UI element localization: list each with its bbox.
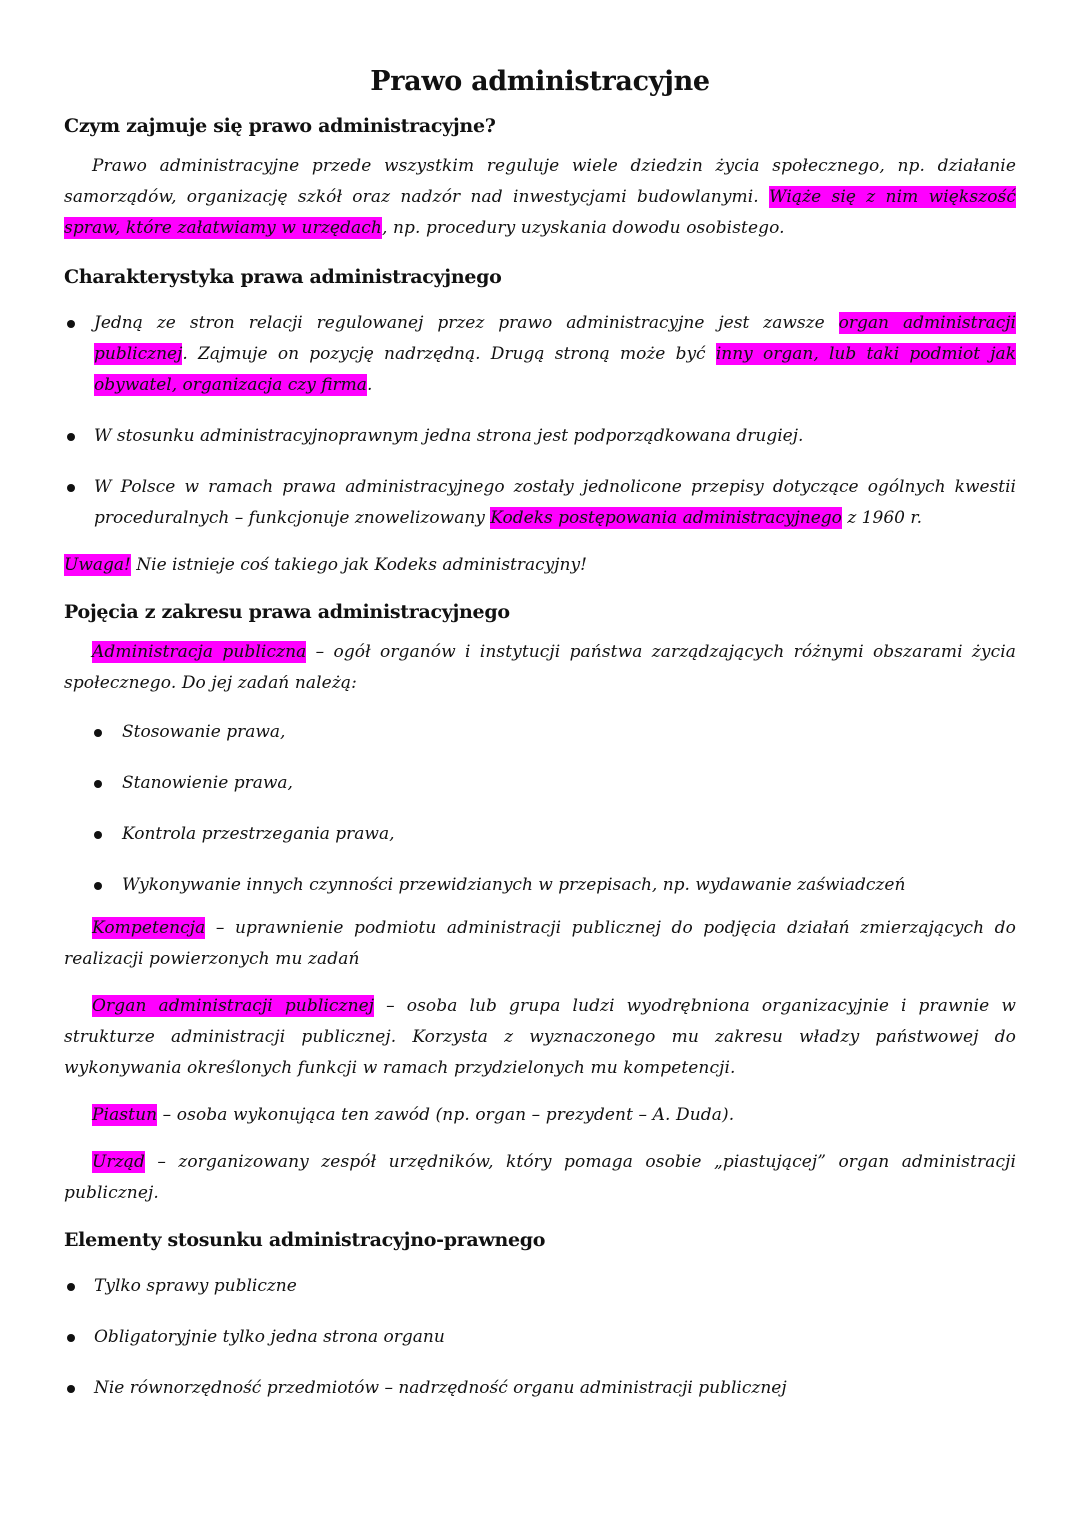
definition-organ: [64, 991, 1016, 1084]
definition-administracja: [64, 637, 1016, 699]
item-text: W Polsce w ramach prawa administracyjnego zostały jednolicone przepisy dotyczące ogólnych kwestii proceduralnych – funkcjonuje znowelizowany: [94, 477, 1016, 528]
definition-text: – zorganizowany zespół urzędników, który pomaga osobie „piastującej” organ administracji publicznej.: [64, 1152, 1016, 1203]
definition-text: – osoba lub grupa ludzi wyodrębniona organizacyjnie i prawnie w strukturze administracji publicznej. Korzysta z wyznaczonego mu zakresu władzy państwowej do wykonywania określonych funkcji w ramach przydzielonych mu kompetencji.: [64, 996, 1016, 1078]
intro-paragraph: [64, 151, 1016, 244]
definition-term: Kompetencja: [92, 918, 206, 938]
definition-text: – ogół organów i instytucji państwa zarządzających różnymi obszarami życia społecznego. Do jej zadań należą:: [64, 642, 1017, 693]
item-text: z 1960 r.: [841, 508, 923, 528]
document-page: [64, 60, 1016, 1424]
highlighted-text: Wiąże się z nim większość spraw, które załatwiamy w urzędach: [64, 187, 1016, 238]
item-text: .: [366, 375, 373, 395]
list-item: [64, 421, 1016, 452]
section-heading: Pojęcia z zakresu prawa administracyjnego: [64, 601, 510, 623]
definition-piastun: [64, 1100, 1016, 1131]
section-intro: [64, 115, 1016, 244]
characteristics-list: [64, 308, 1016, 534]
list-item: [64, 308, 1016, 401]
definition-term: Piastun: [92, 1105, 158, 1125]
highlighted-text: Kodeks postępowania administracyjnego: [490, 508, 842, 528]
list-item: Kontrola przestrzegania prawa,: [64, 819, 1016, 850]
list-item: Obligatoryjnie tylko jedna strona organu: [64, 1322, 1016, 1353]
list-item: Stosowanie prawa,: [64, 717, 1016, 748]
definition-text: – uprawnienie podmiotu administracji publicznej do podjęcia działań zmierzających do realizacji powierzonych mu zadań: [64, 918, 1016, 969]
tasks-list: [64, 717, 1016, 901]
definition-term: Urząd: [92, 1152, 145, 1172]
list-item: Nie równorzędność przedmiotów – nadrzędność organu administracji publicznej: [64, 1373, 1016, 1404]
definition-kompetencja: [64, 913, 1016, 975]
section-heading: Czym zajmuje się prawo administracyjne?: [64, 115, 496, 137]
list-item: Wykonywanie innych czynności przewidzianych w przepisach, np. wydawanie zaświadczeń: [64, 870, 1016, 901]
note-label: Uwaga!: [64, 555, 131, 575]
item-text: . Zajmuje on pozycję nadrzędną. Drugą stroną może być: [182, 344, 716, 364]
definition-text: – osoba wykonująca ten zawód (np. organ – prezydent – A. Duda).: [157, 1105, 735, 1125]
list-item: Stanowienie prawa,: [64, 768, 1016, 799]
document-title: Prawo administracyjne: [370, 66, 710, 97]
highlighted-text: inny organ, lub taki podmiot jak obywatel, organizacja czy firma: [94, 344, 1016, 395]
list-item: [64, 472, 1016, 534]
list-item: Tylko sprawy publiczne: [64, 1271, 1016, 1302]
section-elements: [64, 1229, 1016, 1404]
item-text: Jedną ze stron relacji regulowanej przez prawo administracyjne jest zawsze: [94, 313, 839, 333]
definition-term: Administracja publiczna: [92, 642, 307, 662]
paragraph-text: Prawo administracyjne przede wszystkim reguluje wiele dziedzin życia społecznego, np. działanie samorządów, organizację szkół oraz nadzór nad inwestycjami budowlanymi.: [64, 156, 1016, 207]
section-heading: Elementy stosunku administracyjno-prawnego: [64, 1229, 546, 1251]
section-heading: Charakterystyka prawa administracyjnego: [64, 266, 502, 288]
note-line: [64, 550, 1016, 581]
highlighted-text: organ administracji publicznej: [94, 313, 1016, 364]
item-text: W stosunku administracyjnoprawnym jedna strona jest podporządkowana drugiej.: [94, 426, 804, 446]
section-characteristics: [64, 266, 1016, 581]
definition-urzad: [64, 1147, 1016, 1209]
elements-list: [64, 1271, 1016, 1404]
definition-term: Organ administracji publicznej: [92, 996, 375, 1016]
note-text: Nie istnieje coś takiego jak Kodeks administracyjny!: [130, 555, 587, 575]
section-concepts: [64, 601, 1016, 1209]
paragraph-text: , np. procedury uzyskania dowodu osobistego.: [381, 218, 785, 238]
